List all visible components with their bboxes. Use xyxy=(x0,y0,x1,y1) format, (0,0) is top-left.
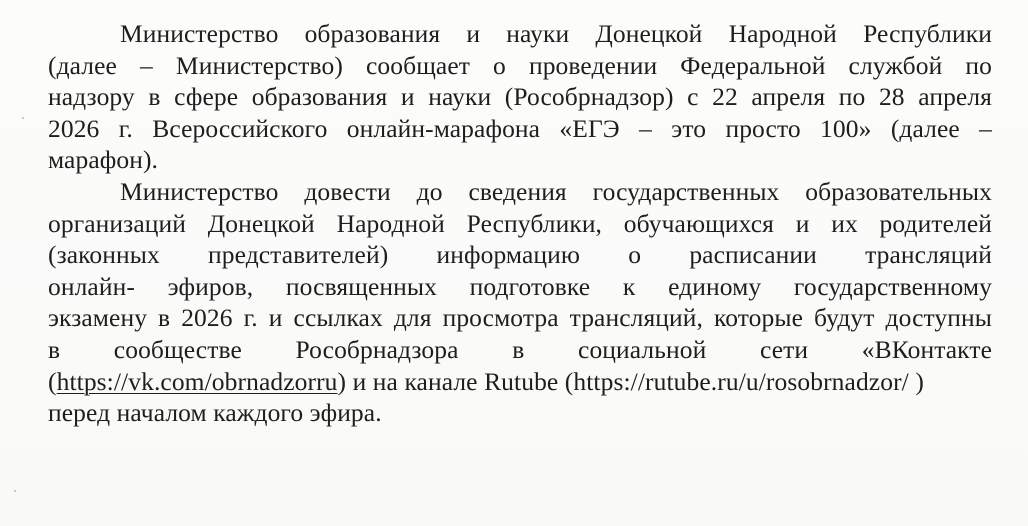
paragraph-line: 2026 г. Всероссийского онлайн-марафона «ЕГЭ – это просто 100» (далее – xyxy=(48,113,992,143)
scan-speck xyxy=(22,117,24,119)
paragraph-instruction xyxy=(48,176,992,429)
document-body xyxy=(48,18,992,429)
paragraph-line: (законных представителей) информацию о расписании трансляций xyxy=(48,240,992,270)
rutube-text: ) и на канале Rutube (https://rutube.ru/u/rosobrnadzor/ ) xyxy=(337,366,924,396)
paragraph-line: организаций Донецкой Народной Республики, обучающихся и их родителей xyxy=(48,208,992,238)
paragraph-line: Министерство довести до сведения государственных образовательных xyxy=(120,176,992,206)
paragraph-line: в сообществе Рособрнадзора в социальной сети «ВКонтакте xyxy=(48,334,992,364)
paragraph-line-with-links xyxy=(48,366,992,398)
paragraph-line: (далее – Министерство) сообщает о проведении Федеральной службой по xyxy=(48,50,992,80)
open-paren: ( xyxy=(48,366,57,396)
scan-speck xyxy=(14,490,16,492)
paragraph-announcement xyxy=(48,18,992,176)
paragraph-line: надзору в сфере образования и науки (Рособрнадзор) с 22 апреля по 28 апреля xyxy=(48,82,992,112)
paragraph-line: перед началом каждого эфира. xyxy=(48,398,382,428)
paragraph-line: экзамену в 2026 г. и ссылках для просмотра трансляций, которые будут доступны xyxy=(48,303,992,333)
vk-link[interactable]: https://vk.com/obrnadzorru xyxy=(56,366,338,396)
paragraph-line: Министерство образования и науки Донецкой Народной Республики xyxy=(120,19,992,48)
paragraph-line: марафон). xyxy=(48,145,159,175)
paragraph-line: онлайн- эфиров, посвященных подготовке к единому государственному xyxy=(48,271,992,301)
